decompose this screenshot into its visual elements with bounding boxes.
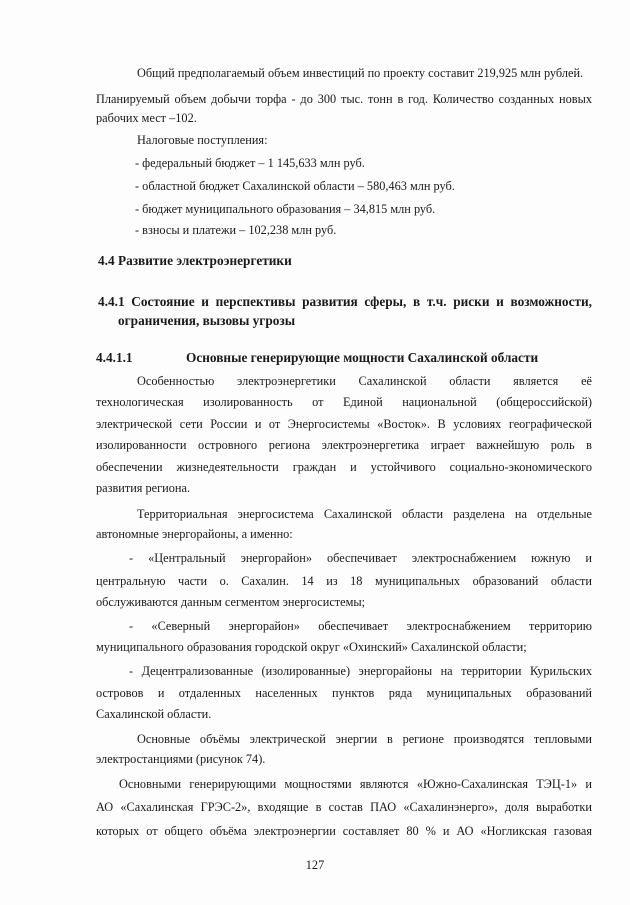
text-line: Территориальная энергосистема Сахалинской области разделена на отдельные	[137, 507, 592, 521]
text-line: изолированности островного региона электроэнергетика играет важнейшую роль в	[96, 438, 592, 452]
text-line: автономные энергорайоны, а именно:	[96, 527, 293, 541]
text-line: центральную части о. Сахалин. 14 из 18 муниципальных образований области	[96, 574, 592, 588]
subsubsection-heading: Основные генерирующие мощности Сахалинской области	[186, 350, 539, 365]
list-item: - Децентрализованные (изолированные) энергорайоны на территории Курильских	[129, 664, 592, 678]
text-line: островов и отдаленных населенных пунктов ряда муниципальных образований	[96, 686, 592, 700]
text-line: Планируемый объем добычи торфа - до 300 тыс. тонн в год. Количество созданных новых	[96, 92, 592, 106]
text-line: Сахалинской области.	[96, 707, 212, 721]
subsubsection-number: 4.4.1.1	[96, 350, 133, 365]
list-item: - областной бюджет Сахалинской области – 580,463 млн руб.	[135, 179, 455, 193]
text-line: обслуживаются данным сегментом энергосистемы;	[96, 595, 366, 609]
tax-title: Налоговые поступления:	[137, 133, 268, 147]
text-line: Основными генерирующими мощностями являются «Южно-Сахалинская ТЭЦ-1» и	[119, 777, 592, 791]
subsection-heading: 4.4.1 Состояние и перспективы развития сферы, в т.ч. риски и возможности,	[98, 294, 592, 309]
text-line: муниципального образования городской округ «Охинский» Сахалинской области;	[96, 640, 527, 654]
list-item: - «Северный энергорайон» обеспечивает электроснабжением территорию	[129, 619, 592, 633]
list-item: - «Центральный энергорайон» обеспечивает электроснабжением южную и	[129, 551, 592, 565]
text-line: обеспечении жизнедеятельности граждан и устойчивого социально-экономического	[96, 460, 592, 474]
subsection-heading-cont: ограничения, вызовы угрозы	[118, 313, 296, 328]
page-number: 127	[305, 858, 325, 872]
list-item: - бюджет муниципального образования – 34,815 млн руб.	[135, 202, 436, 216]
text-line: Общий предполагаемый объем инвестиций по проекту составит 219,925 млн рублей.	[137, 66, 584, 80]
list-item: - взносы и платежи – 102,238 млн руб.	[135, 223, 337, 237]
text-line: рабочих мест –102.	[96, 111, 197, 125]
text-line: Основные объёмы электрической энергии в регионе производятся тепловыми	[137, 732, 592, 746]
text-line: Особенностью электроэнергетики Сахалинской области является её	[137, 374, 592, 388]
text-line: которых от общего объёма электроэнергии составляет 80 % и АО «Ногликская газовая	[96, 824, 592, 838]
text-line: АО «Сахалинская ГРЭС-2», входящие в состав ПАО «Сахалинэнерго», доля выработки	[96, 800, 592, 814]
text-line: электрической сети России и от Энергосистемы «Восток». В условиях географической	[96, 417, 592, 431]
text-line: развития региона.	[96, 481, 191, 495]
text-line: электростанциями (рисунок 74).	[96, 752, 266, 766]
list-item: - федеральный бюджет – 1 145,633 млн руб.	[135, 156, 365, 170]
section-heading: 4.4 Развитие электроэнергетики	[98, 253, 292, 268]
text-line: технологическая изолированность от Единой национальной (общероссийской)	[96, 395, 592, 409]
